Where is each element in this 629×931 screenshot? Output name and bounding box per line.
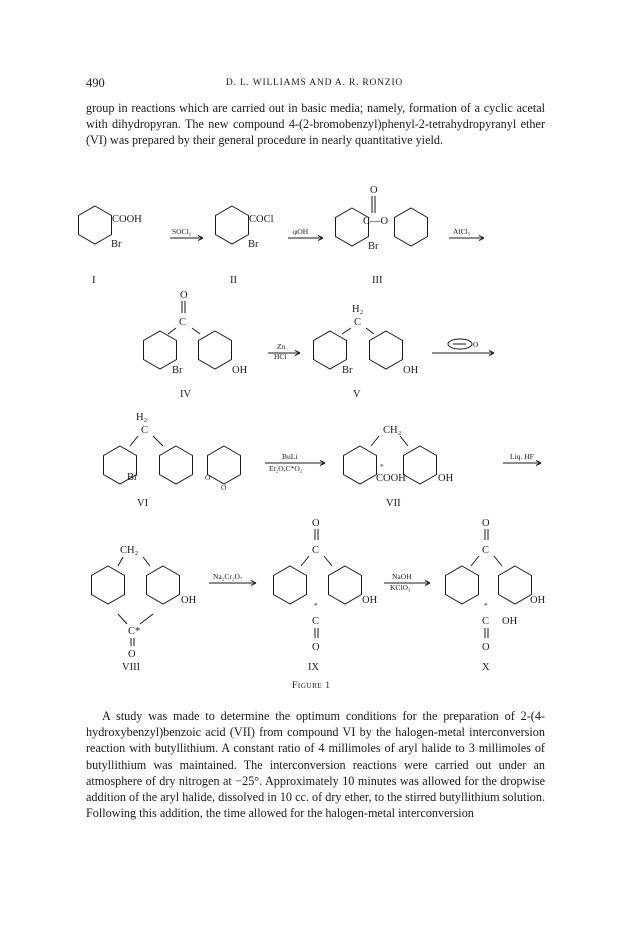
svg-text:COOH: COOH bbox=[112, 214, 142, 225]
svg-text:CH₂: CH₂ bbox=[383, 425, 402, 436]
svg-text:OH: OH bbox=[403, 365, 419, 376]
svg-text:OH: OH bbox=[530, 595, 546, 606]
svg-text:O: O bbox=[205, 473, 211, 482]
compound-IV bbox=[144, 290, 248, 400]
svg-text:O: O bbox=[482, 518, 490, 529]
svg-text:H₂: H₂ bbox=[352, 304, 364, 315]
svg-text:NaOH: NaOH bbox=[392, 572, 412, 581]
svg-text:Br: Br bbox=[248, 239, 259, 250]
svg-text:Et₂O,C*O₂: Et₂O,C*O₂ bbox=[269, 464, 303, 473]
svg-text:O: O bbox=[128, 649, 136, 660]
label-VI: VI bbox=[137, 498, 149, 509]
intro-paragraph: group in reactions which are carried out in basic media; namely, formation of a cyclic acetal with dihydropyran. The new compound 4-(2-bromobenzyl)phenyl-2-tetrahydropyranyl ether (VI) was prepared by their general procedure in nearly quantitative yield. bbox=[86, 101, 545, 148]
svg-text:C: C bbox=[312, 616, 320, 627]
svg-text:O: O bbox=[482, 642, 490, 653]
arrow-naoh-kclo3 bbox=[384, 572, 430, 592]
arrow-liq-hf bbox=[503, 452, 541, 466]
label-I: I bbox=[92, 275, 96, 286]
svg-text:OH: OH bbox=[438, 473, 454, 484]
svg-text:C: C bbox=[179, 317, 187, 328]
arrow-zn-hcl bbox=[268, 342, 300, 361]
label-II: II bbox=[230, 275, 237, 286]
arrow-alcl3 bbox=[449, 227, 484, 241]
svg-text:COOH: COOH bbox=[376, 473, 406, 484]
compound-VIII bbox=[92, 545, 197, 673]
svg-text:SOCl₂: SOCl₂ bbox=[172, 227, 192, 236]
compound-VI bbox=[104, 412, 241, 509]
svg-text:OH: OH bbox=[362, 595, 378, 606]
svg-text:C: C bbox=[482, 616, 490, 627]
svg-text:BuLi: BuLi bbox=[282, 452, 298, 461]
label-VII: VII bbox=[386, 498, 401, 509]
svg-text:φOH: φOH bbox=[293, 227, 309, 236]
svg-text:Br: Br bbox=[342, 365, 353, 376]
label-X: X bbox=[482, 662, 490, 673]
label-IX: IX bbox=[308, 662, 320, 673]
svg-text:C: C bbox=[141, 425, 149, 436]
svg-text:O: O bbox=[312, 518, 320, 529]
svg-text:*: * bbox=[380, 462, 384, 471]
arrow-phoh bbox=[288, 227, 323, 241]
svg-text:*: * bbox=[484, 601, 488, 610]
svg-text:OH: OH bbox=[502, 616, 518, 627]
compound-III bbox=[336, 185, 428, 286]
svg-text:C—O: C—O bbox=[363, 216, 389, 227]
compound-V bbox=[314, 304, 419, 400]
svg-text:C: C bbox=[482, 545, 490, 556]
svg-text:O: O bbox=[473, 340, 479, 349]
label-V: V bbox=[353, 389, 361, 400]
svg-text:CH₂: CH₂ bbox=[120, 545, 139, 556]
svg-text:O: O bbox=[312, 642, 320, 653]
compound-I bbox=[79, 206, 143, 286]
svg-text:H₂: H₂ bbox=[136, 412, 148, 423]
svg-text:COCl: COCl bbox=[249, 214, 274, 225]
page-number: 490 bbox=[86, 76, 105, 90]
svg-text:KClO₃: KClO₃ bbox=[390, 583, 411, 592]
svg-text:O: O bbox=[180, 290, 188, 301]
label-VIII: VIII bbox=[122, 662, 141, 673]
svg-text:Na₂Cr₂O₇: Na₂Cr₂O₇ bbox=[213, 572, 243, 581]
compound-II bbox=[216, 206, 274, 286]
running-title: D. L. WILLIAMS AND A. R. RONZIO bbox=[225, 78, 404, 88]
arrow-socl2 bbox=[170, 227, 203, 241]
svg-text:HCl: HCl bbox=[274, 352, 287, 361]
svg-text:AlCl₃: AlCl₃ bbox=[453, 227, 471, 236]
svg-text:Br: Br bbox=[111, 239, 122, 250]
svg-text:*: * bbox=[314, 601, 318, 610]
svg-text:C: C bbox=[354, 317, 362, 328]
svg-text:Zn: Zn bbox=[277, 342, 286, 351]
arrow-buli bbox=[265, 452, 325, 473]
label-III: III bbox=[372, 275, 383, 286]
svg-text:C: C bbox=[312, 545, 320, 556]
arrow-dihydropyran bbox=[432, 339, 494, 356]
svg-text:Br: Br bbox=[127, 472, 138, 483]
svg-text:OH: OH bbox=[232, 365, 248, 376]
study-paragraph: A study was made to determine the optimum conditions for the preparation of 2-(4-hydroxybenzyl)benzoic acid (VII) from compound VI by the halogen-metal interconversion reaction with butyllithium. A constant ratio of 4 millimoles of aryl halide to 3 millimoles of butyllithium was maintained. The interconversion reactions were carried out under an atmosphere of dry nitrogen at −25°. Approximately 10 minutes was allowed for the dropwise addition of the aryl halide, dissolved in 10 cc. of dry ether, to the stirred butyllithium solution. Following this addition, the time allowed for the halogen-metal interconversion bbox=[86, 709, 545, 821]
svg-text:O: O bbox=[221, 483, 227, 492]
svg-text:OH: OH bbox=[181, 595, 197, 606]
svg-text:C*: C* bbox=[128, 626, 141, 637]
svg-text:Liq. HF: Liq. HF bbox=[510, 452, 534, 461]
figure-caption: Figure 1 bbox=[292, 681, 331, 691]
compound-IX bbox=[274, 518, 378, 673]
compound-X bbox=[446, 518, 546, 673]
label-IV: IV bbox=[180, 389, 192, 400]
svg-text:O: O bbox=[370, 185, 378, 196]
svg-text:Br: Br bbox=[172, 365, 183, 376]
compound-VII bbox=[344, 425, 454, 509]
arrow-na2cr2o7 bbox=[209, 572, 256, 586]
svg-text:Br: Br bbox=[368, 241, 379, 252]
